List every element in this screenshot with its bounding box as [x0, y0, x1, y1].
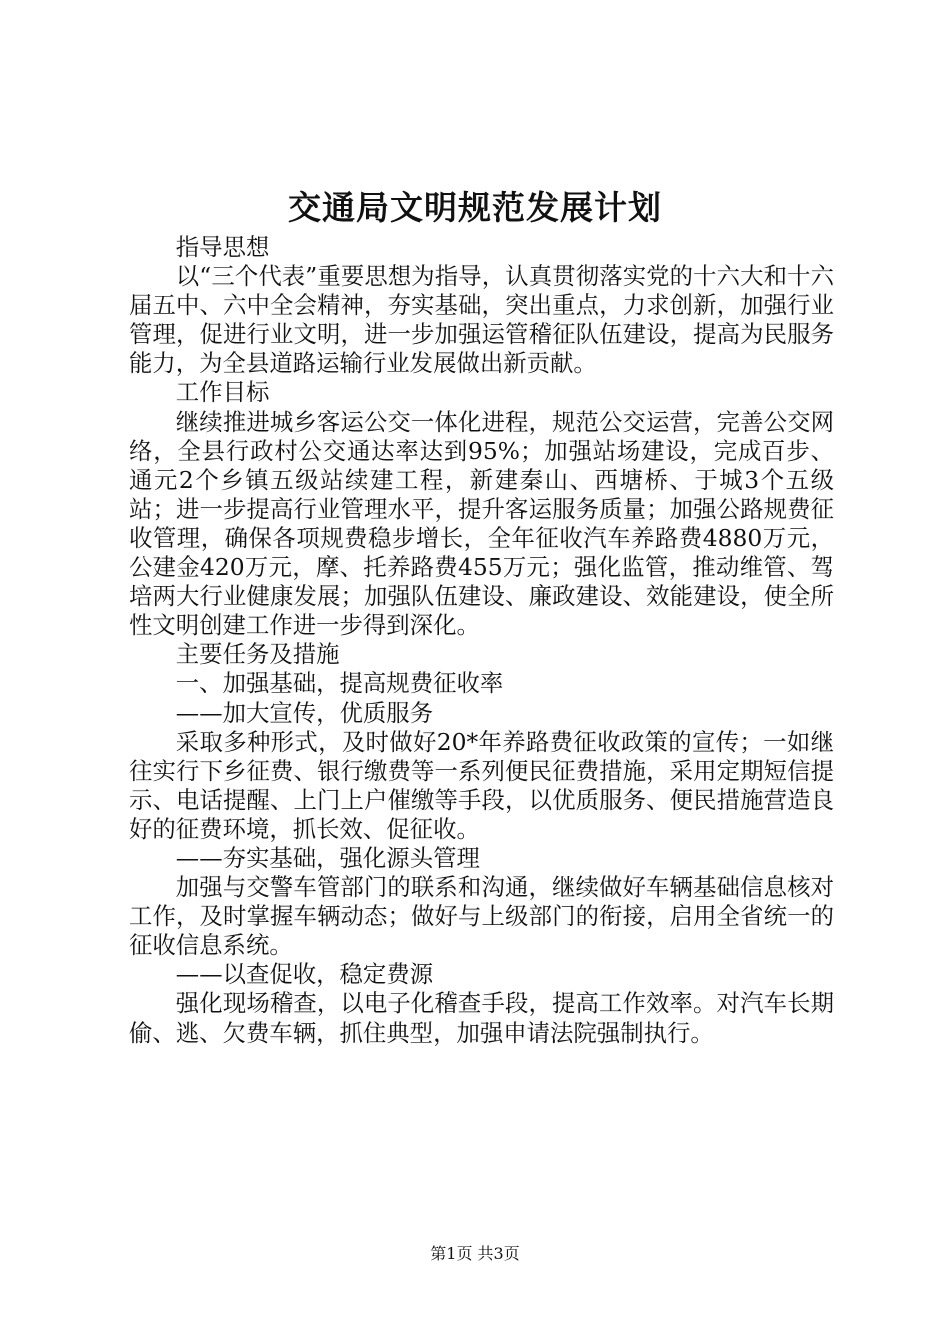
paragraph-work-goals: 继续推进城乡客运公交一体化进程，规范公交运营，完善公交网络，全县行政村公交通达率达到95%；加强站场建设，完成百步、通元2个乡镇五级站续建工程，新建秦山、西塘桥、于城3个五级站；进一步提高行业管理水平，提升客运服务质量；加强公路规费征收管理，确保各项规费稳步增长，全年征收汽车养路费4880万元，公建金420万元，摩、托养路费455万元；强化监管，推动维管、驾培两大行业健康发展；加强队伍建设、廉政建设、效能建设，使全所性文明创建工作进一步得到深化。: [129, 407, 834, 640]
paragraph-publicity: 采取多种形式，及时做好20*年养路费征收政策的宣传；一如继往实行下乡征费、银行缴费等一系列便民征费措施，采用定期短信提示、电话提醒、上门上户催缴等手段，以优质服务、便民措施营造良好的征费环境，抓长效、促征收。: [129, 727, 834, 843]
paragraph-inspection: 强化现场稽查，以电子化稽查手段，提高工作效率。对汽车长期偷、逃、欠费车辆，抓住典型，加强申请法院强制执行。: [129, 989, 834, 1047]
section-heading-main-tasks: 主要任务及措施: [175, 640, 340, 669]
section-heading-work-goals: 工作目标: [175, 378, 270, 407]
paragraph-guiding-ideology: 以“三个代表”重要思想为指导，认真贯彻落实党的十六大和十六届五中、六中全会精神，夯实基础，突出重点，力求创新，加强行业管理，促进行业文明，进一步加强运管稽征队伍建设，提高为民服务能力，为全县道路运输行业发展做出新贡献。: [129, 262, 834, 378]
page-number: 第1页 共3页: [430, 1244, 520, 1263]
section-heading-guiding-ideology: 指导思想: [175, 233, 270, 261]
paragraph-source-management: 加强与交警车管部门的联系和沟通，继续做好车辆基础信息核对工作，及时掌握车辆动态；做好与上级部门的衔接，启用全省统一的征收信息系统。: [129, 873, 834, 960]
subsection-heading-strengthen-foundation: 一、加强基础，提高规费征收率: [175, 669, 504, 698]
item-heading-publicity: ——加大宣传，优质服务: [175, 698, 434, 727]
document-body: [129, 233, 834, 1048]
item-heading-inspection: ——以查促收，稳定费源: [175, 960, 434, 989]
item-heading-source-management: ——夯实基础，强化源头管理: [175, 843, 480, 872]
document-title: 交通局文明规范发展计划: [288, 188, 662, 227]
